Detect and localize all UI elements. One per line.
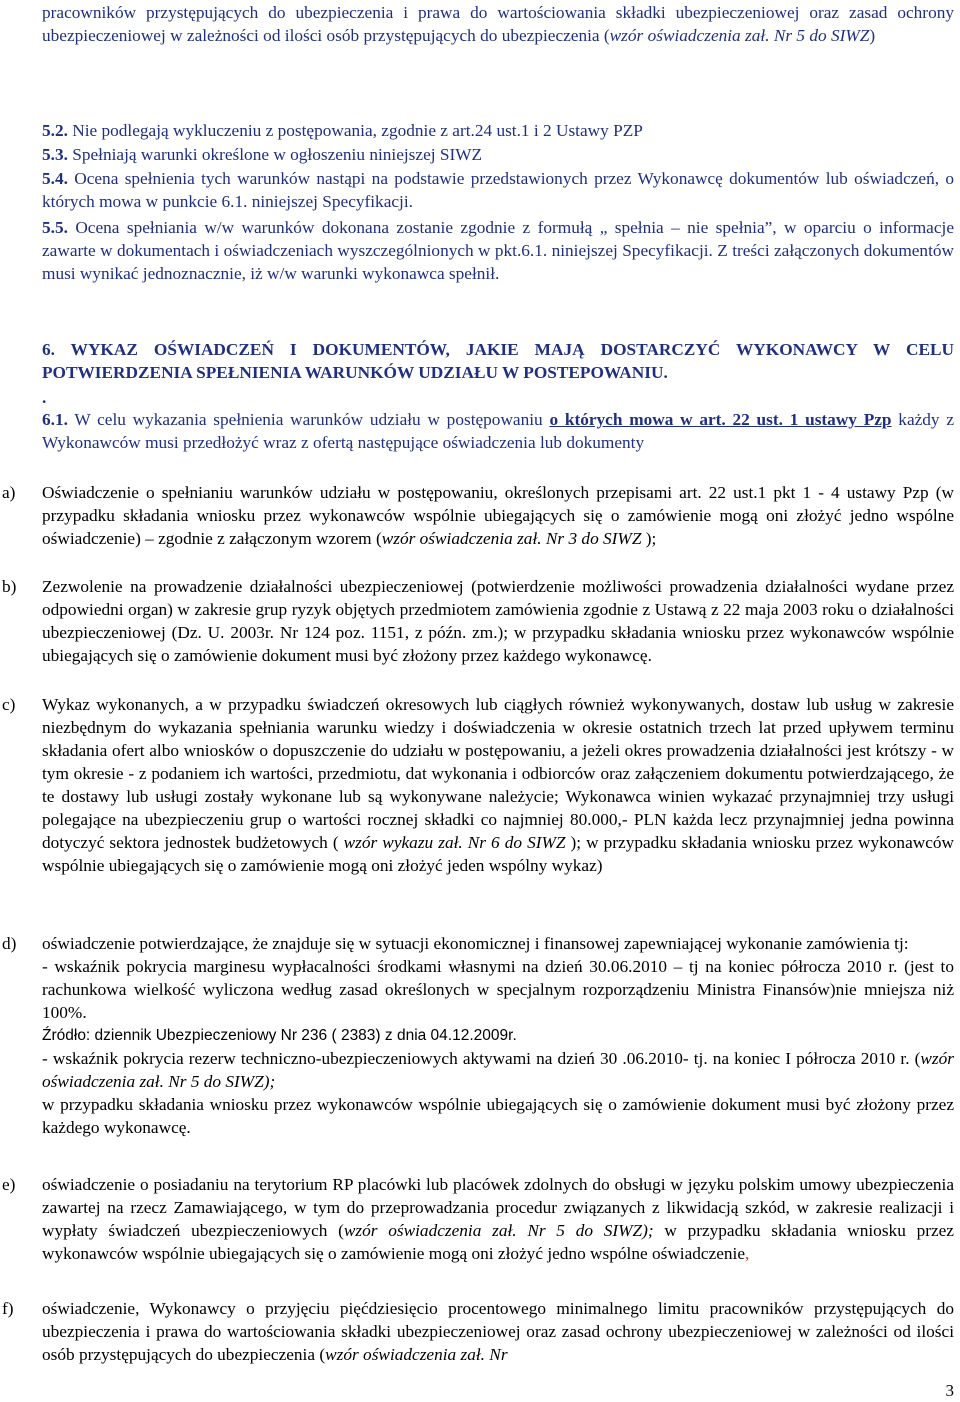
list-item-d: d) oświadczenie potwierdzające, że znajduje się w sytuacji ekonomicznej i finansowej zapewniającej wykonanie zamówienia tj: - wskaźnik pokrycia marginesu wypłacalności środkami własnymi na dzień 30.06.2010 – tj na koniec półrocza 2010 r. (jest to rachunkowa wielkość wyliczona według zasad określonych w specjalnym rozporządzeniu Ministra Finansów)nie mniejsza niż 100%. Źródło: dziennik Ubezpieczeniowy Nr 236 ( 2383) z dnia 04.12.2009r. - wskaźnik pokrycia rezerw techniczno-ubezpieczeniowych aktywami na dzień 30 .06.2010- tj. na koniec I półrocza 2010 r. (wzór oświadczenia zał. Nr 5 do SIWZ); w przypadku składania wniosku przez wykonawców wspólnie ubiegających się o zamówienie dokument musi być złożony przez każdego wykonawcę. bbox=[2, 934, 954, 1137]
section-6-heading: 6. WYKAZ OŚWIADCZEŃ I DOKUMENTÓW, JAKIE MAJĄ DOSTARCZYĆ WYKONAWCY W CELU POTWIERDZENIA SPEŁNIENIA WARUNKÓW UDZIAŁU W POSTEPOWANIU. bbox=[42, 340, 954, 382]
list-item-f-text: oświadczenie, Wykonawcy o przyjęciu pięćdziesięcio procentowego minimalnego limitu pracowników przystępujących do ubezpieczenia i prawa do wartościowania składki ubezpieczeniowej oraz zasad ochrony ubezpieczeniowej w zależności od ilości osób przystępujących do ubezpieczenia (wzór oświadczenia zał. Nr bbox=[42, 1299, 954, 1364]
section-5-3: 5.3. Spełniają warunki określone w ogłoszeniu niniejszej SIWZ bbox=[42, 145, 483, 164]
list-item-d-text: oświadczenie potwierdzające, że znajduje się w sytuacji ekonomicznej i finansowej zapewniającej wykonanie zamówienia tj: - wskaźnik pokrycia marginesu wypłacalności środkami własnymi na dzień 30.06.2010 – tj na koniec półrocza 2010 r. (jest to rachunkowa wielkość wyliczona według zasad określonych w specjalnym rozporządzeniu Ministra Finansów)nie mniejsza niż 100%. Źródło: dziennik Ubezpieczeniowy Nr 236 ( 2383) z dnia 04.12.2009r. - wskaźnik pokrycia rezerw techniczno-ubezpieczeniowych aktywami na dzień 30 .06.2010- tj. na koniec I półrocza 2010 r. (wzór oświadczenia zał. Nr 5 do SIWZ); w przypadku składania wniosku przez wykonawców wspólnie ubiegających się o zamówienie dokument musi być złożony przez każdego wykonawcę. bbox=[42, 934, 954, 1137]
list-item-e: e) oświadczenie o posiadaniu na terytorium RP placówki lub placówek zdolnych do obsługi w języku polskim umowy ubezpieczenia zawartej na rzecz Zamawiającego, w tym do przeprowadzania procedur związanych z likwidacją szkód, w zakresie realizacji i wypłaty świadczeń ubezpieczeniowych (wzór oświadczenia zał. Nr 5 do SIWZ); w przypadku składania wniosku przez wykonawców wspólnie ubiegających się o zamówienie mogą oni złożyć jedno wspólne oświadczenie, bbox=[2, 1175, 954, 1263]
list-item-a-text: Oświadczenie o spełnianiu warunków udziału w postępowaniu, określonych przepisami art. 22 ust.1 pkt 1 - 4 ustawy Pzp (w przypadku składania wniosku przez wykonawców wspólnie ubiegających się o zamówienie mogą oni złożyć jedno wspólne oświadczenie) – zgodnie z załączonym wzorem (wzór oświadczenia zał. Nr 3 do SIWZ ); bbox=[42, 483, 954, 548]
list-item-c-text: Wykaz wykonanych, a w przypadku świadczeń okresowych lub ciągłych również wykonywanych, dostaw lub usług w zakresie niezbędnym do wykazania spełniania warunku wiedzy i doświadczenia w okresie ostatnich trzech lat przed upływem terminu składania ofert albo wniosków o dopuszczenie do udziału w postępowaniu, a jeżeli okres prowadzenia działalności jest krótszy - w tym okresie - z podaniem ich wartości, przedmiotu, dat wykonania i odbiorców oraz załączeniem dokumentu potwierdzającego, że te dostawy lub usługi zostały wykonane lub są wykonywane należycie; Wykonawca winien wykazać przynajmniej trzy usługi polegające na ubezpieczeniu grup o wartości rocznej składki co najmniej 80.000,- PLN każda lecz przynajmniej jedna powinna dotyczyć sektora jednostek budżetowych ( wzór wykazu zał. Nr 6 do SIWZ ); w przypadku składania wniosku przez wykonawców wspólnie ubiegających się o zamówienie mogą oni złożyć jeden wspólny wykaz) bbox=[42, 695, 955, 875]
heading-dot: . bbox=[42, 388, 47, 407]
list-item-e-text: oświadczenie o posiadaniu na terytorium RP placówki lub placówek zdolnych do obsługi w języku polskim umowy ubezpieczenia zawartej na rzecz Zamawiającego, w tym do przeprowadzania procedur związanych z likwidacją szkód, w zakresie realizacji i wypłaty świadczeń ubezpieczeniowych (wzór oświadczenia zał. Nr 5 do SIWZ); w przypadku składania wniosku przez wykonawców wspólnie ubiegających się o zamówienie mogą oni złożyć jedno wspólne oświadczenie, bbox=[42, 1175, 954, 1263]
page-number: 3 bbox=[945, 1381, 954, 1400]
section-6-1: 6.1. W celu wykazania spełnienia warunków udziału w postępowaniu o których mowa w art. 22 ust. 1 ustawy Pzp każdy z Wykonawców musi przedłożyć wraz z ofertą następujące oświadczenia lub dokumenty bbox=[42, 410, 954, 452]
list-item-c: c) Wykaz wykonanych, a w przypadku świadczeń okresowych lub ciągłych również wykonywanych, dostaw lub usług w zakresie niezbędnym do wykazania spełniania warunku wiedzy i doświadczenia w okresie ostatnich trzech lat przed upływem terminu składania ofert albo wniosków o dopuszczenie do udziału w postępowaniu, a jeżeli okres prowadzenia działalności jest krótszy - w tym okresie - z podaniem ich wartości, przedmiotu, dat wykonania i odbiorców oraz załączeniem dokumentu potwierdzającego, że te dostawy lub usługi zostały wykonane lub są wykonywane należycie; Wykonawca winien wykazać przynajmniej trzy usługi polegające na ubezpieczeniu grup o wartości rocznej składki co najmniej 80.000,- PLN każda lecz przynajmniej jedna powinna dotyczyć sektora jednostek budżetowych ( wzór wykazu zał. Nr 6 do SIWZ ); w przypadku składania wniosku przez wykonawców wspólnie ubiegających się o zamówienie mogą oni złożyć jeden wspólny wykaz) bbox=[2, 695, 955, 875]
list-item-b-text: Zezwolenie na prowadzenie działalności ubezpieczeniowej (potwierdzenie możliwości prowadzenia działalności wydane przez odpowiedni organ) w zakresie grup ryzyk objętych przedmiotem zamówienia zgodnie z Ustawą z 22 maja 2003 roku o działalności ubezpieczeniowej (Dz. U. 2003r. Nr 124 poz. 1151, z późn. zm.); w przypadku składania wniosku przez wykonawców wspólnie ubiegających się o zamówienie dokument musi być złożony przez każdego wykonawcę. bbox=[42, 577, 954, 665]
paragraph-continuation: pracowników przystępujących do ubezpieczenia i prawa do wartościowania składki ubezpieczeniowej oraz zasad ochrony ubezpieczeniowej w zależności od ilości osób przystępujących do ubezpieczenia (wzór oświadczenia zał. Nr 5 do SIWZ) bbox=[42, 3, 954, 45]
section-5-2: 5.2. Nie podlegają wykluczeniu z postępowania, zgodnie z art.24 ust.1 i 2 Ustawy PZP bbox=[42, 121, 643, 140]
list-item-f: f) oświadczenie, Wykonawcy o przyjęciu pięćdziesięcio procentowego minimalnego limitu pracowników przystępujących do ubezpieczenia i prawa do wartościowania składki ubezpieczeniowej oraz zasad ochrony ubezpieczeniowej w zależności od ilości osób przystępujących do ubezpieczenia (wzór oświadczenia zał. Nr bbox=[2, 1299, 954, 1364]
list-item-a: a) Oświadczenie o spełnianiu warunków udziału w postępowaniu, określonych przepisami art. 22 ust.1 pkt 1 - 4 ustawy Pzp (w przypadku składania wniosku przez wykonawców wspólnie ubiegających się o zamówienie mogą oni złożyć jedno wspólne oświadczenie) – zgodnie z załączonym wzorem (wzór oświadczenia zał. Nr 3 do SIWZ ); bbox=[2, 483, 954, 548]
section-5-4: 5.4. Ocena spełnienia tych warunków nastąpi na podstawie przedstawionych przez Wykonawcę dokumentów lub oświadczeń, o których mowa w punkcie 6.1. niniejszej Specyfikacji. bbox=[42, 169, 954, 211]
list-item-b: b) Zezwolenie na prowadzenie działalności ubezpieczeniowej (potwierdzenie możliwości prowadzenia działalności wydane przez odpowiedni organ) w zakresie grup ryzyk objętych przedmiotem zamówienia zgodnie z Ustawą z 22 maja 2003 roku o działalności ubezpieczeniowej (Dz. U. 2003r. Nr 124 poz. 1151, z późn. zm.); w przypadku składania wniosku przez wykonawców wspólnie ubiegających się o zamówienie dokument musi być złożony przez każdego wykonawcę. bbox=[2, 577, 954, 665]
section-5-5: 5.5. Ocena spełniania w/w warunków dokonana zostanie zgodnie z formułą „ spełnia – nie spełnia”, w oparciu o informacje zawarte w dokumentach i oświadczeniach wyszczególnionych w pkt.6.1. niniejszej Specyfikacji. Z treści załączonych dokumentów musi wynikać jednoznacznie, iż w/w warunki wykonawca spełnił. bbox=[42, 218, 954, 283]
